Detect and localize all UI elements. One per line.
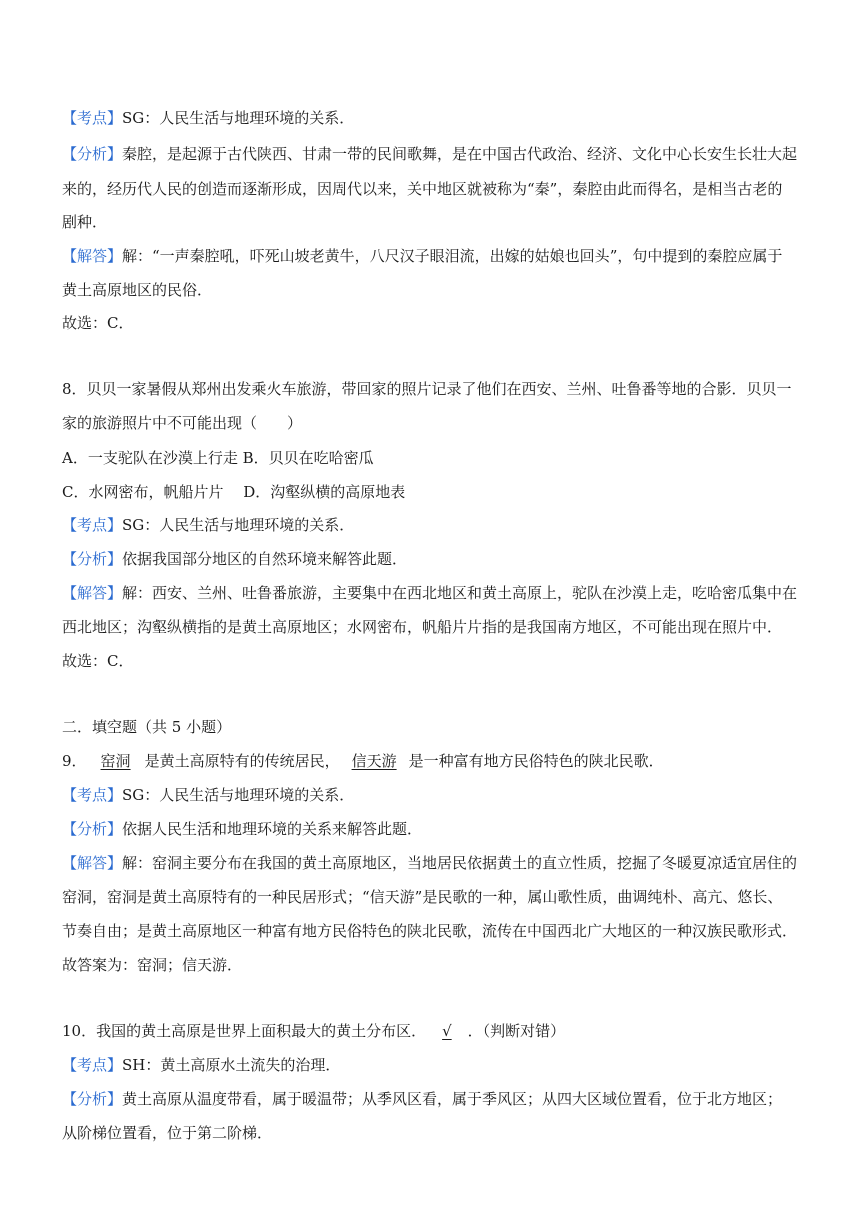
q9-number: 9． bbox=[62, 752, 87, 770]
q9-stem bbox=[62, 751, 808, 771]
q9-jieda-text-1: 解：窑洞主要分布在我国的黄土高原地区，当地居民依据黄土的直立性质，挖掘了冬暖夏凉适宜居住的 bbox=[122, 854, 798, 872]
fenxi-tag: 【分析】 bbox=[62, 1090, 123, 1108]
q10-kaodian-line bbox=[62, 1055, 808, 1075]
q9-blank-2-answer: 信天游 bbox=[351, 752, 397, 770]
q8-kaodian-line bbox=[62, 515, 808, 535]
jieda-tag: 【解答】 bbox=[62, 854, 123, 872]
q7-fenxi-line-1 bbox=[62, 144, 808, 164]
section-2-title: 二．填空题（共 5 小题） bbox=[62, 718, 232, 736]
q9-jieda-line-3: 节奏自由；是黄土高原地区一种富有地方民俗特色的陕北民歌，流传在中国西北广大地区的一种汉族民歌形式． bbox=[62, 922, 798, 940]
kaodian-tag: 【考点】 bbox=[62, 786, 123, 804]
q8-stem-line-2: 家的旅游照片中不可能出现（ ） bbox=[62, 414, 303, 432]
fenxi-tag: 【分析】 bbox=[62, 820, 123, 838]
q10-fenxi-line-1 bbox=[62, 1089, 808, 1109]
q9-kaodian-line bbox=[62, 785, 808, 805]
q9-fenxi-text: 依据人民生活和地理环境的关系来解答此题． bbox=[122, 820, 423, 838]
jieda-tag: 【解答】 bbox=[62, 247, 123, 265]
kaodian-tag: 【考点】 bbox=[62, 109, 123, 127]
q7-kaodian-line bbox=[62, 108, 808, 128]
q8-jieda-line-2: 西北地区；沟壑纵横指的是黄土高原地区；水网密布，帆船片片指的是我国南方地区，不可能出现在照片中． bbox=[62, 618, 783, 636]
q10-stem-text: 10．我国的黄土高原是世界上面积最大的黄土分布区． bbox=[62, 1022, 427, 1040]
q9-kaodian-text: SG：人民生活与地理环境的关系． bbox=[122, 786, 355, 804]
q8-option-line-2: C．水网密布，帆船片片 D．沟壑纵横的高原地表 bbox=[62, 483, 406, 501]
q10-stem bbox=[62, 1021, 808, 1041]
q9-jieda-line-2: 窑洞，窑洞是黄土高原特有的一种民居形式；“信天游”是民歌的一种，属山歌性质，曲调纯朴、高亢、悠长、 bbox=[62, 888, 783, 906]
q9-blank-1-answer: 窑洞 bbox=[100, 752, 131, 770]
q9-stem-mid: 是黄土高原特有的传统居民， bbox=[144, 752, 340, 770]
q10-fenxi-line-2: 从阶梯位置看，位于第二阶梯． bbox=[62, 1124, 273, 1142]
fenxi-tag: 【分析】 bbox=[62, 550, 123, 568]
q8-fenxi-line bbox=[62, 549, 808, 569]
q9-fenxi-line bbox=[62, 819, 808, 839]
q10-blank bbox=[426, 1022, 468, 1040]
q10-kaodian-text: SH：黄土高原水土流失的治理． bbox=[122, 1056, 341, 1074]
q8-kaodian-text: SG：人民生活与地理环境的关系． bbox=[122, 516, 355, 534]
q10-fenxi-text-1: 黄土高原从温度带看，属于暖温带；从季风区看，属于季风区；从四大区域位置看，位于北方地区； bbox=[122, 1090, 783, 1108]
q8-jieda-text-1: 解：西安、兰州、吐鲁番旅游，主要集中在西北地区和黄土高原上，驼队在沙漠上走，吃哈密瓜集中在 bbox=[122, 584, 798, 602]
q8-option-line-1: A．一支驼队在沙漠上行走 B．贝贝在吃哈密瓜 bbox=[62, 449, 374, 467]
q10-blank-answer: √ bbox=[442, 1022, 452, 1040]
jieda-tag: 【解答】 bbox=[62, 584, 123, 602]
q9-blank-1 bbox=[87, 752, 145, 770]
q9-jieda-line-1 bbox=[62, 853, 808, 873]
q7-fenxi-line-3: 剧种． bbox=[62, 213, 108, 231]
q8-stem-line-1: 8．贝贝一家暑假从郑州出发乘火车旅游，带回家的照片记录了他们在西安、兰州、吐鲁番等地的合影．贝贝一 bbox=[62, 380, 792, 398]
q10-stem-tail: ．（判断对错） bbox=[467, 1022, 566, 1040]
q8-jieda-line-1 bbox=[62, 583, 808, 603]
q7-jieda-line-1 bbox=[62, 246, 808, 266]
q7-jieda-text-1: 解：“一声秦腔吼，吓死山坡老黄牛，八尺汉子眼泪流，出嫁的姑娘也回头”，句中提到的秦腔应属于 bbox=[122, 247, 783, 265]
q9-blank-2 bbox=[340, 752, 409, 770]
q9-stem-tail: 是一种富有地方民俗特色的陕北民歌． bbox=[408, 752, 664, 770]
q8-fenxi-text: 依据我国部分地区的自然环境来解答此题． bbox=[122, 550, 408, 568]
q8-answer: 故选：C． bbox=[62, 652, 134, 670]
q7-kaodian-text: SG：人民生活与地理环境的关系． bbox=[122, 109, 355, 127]
q7-answer: 故选：C． bbox=[62, 314, 134, 332]
kaodian-tag: 【考点】 bbox=[62, 1056, 123, 1074]
q7-fenxi-text-1: 秦腔，是起源于古代陕西、甘肃一带的民间歌舞，是在中国古代政治、经济、文化中心长安生长壮大起 bbox=[122, 145, 798, 163]
q7-fenxi-line-2: 来的，经历代人民的创造而逐渐形成，因周代以来，关中地区就被称为“秦”，秦腔由此而得名，是相当古老的 bbox=[62, 180, 783, 198]
q9-answer: 故答案为：窑洞；信天游． bbox=[62, 956, 243, 974]
kaodian-tag: 【考点】 bbox=[62, 516, 123, 534]
q7-jieda-line-2: 黄土高原地区的民俗． bbox=[62, 281, 213, 299]
fenxi-tag: 【分析】 bbox=[62, 145, 123, 163]
